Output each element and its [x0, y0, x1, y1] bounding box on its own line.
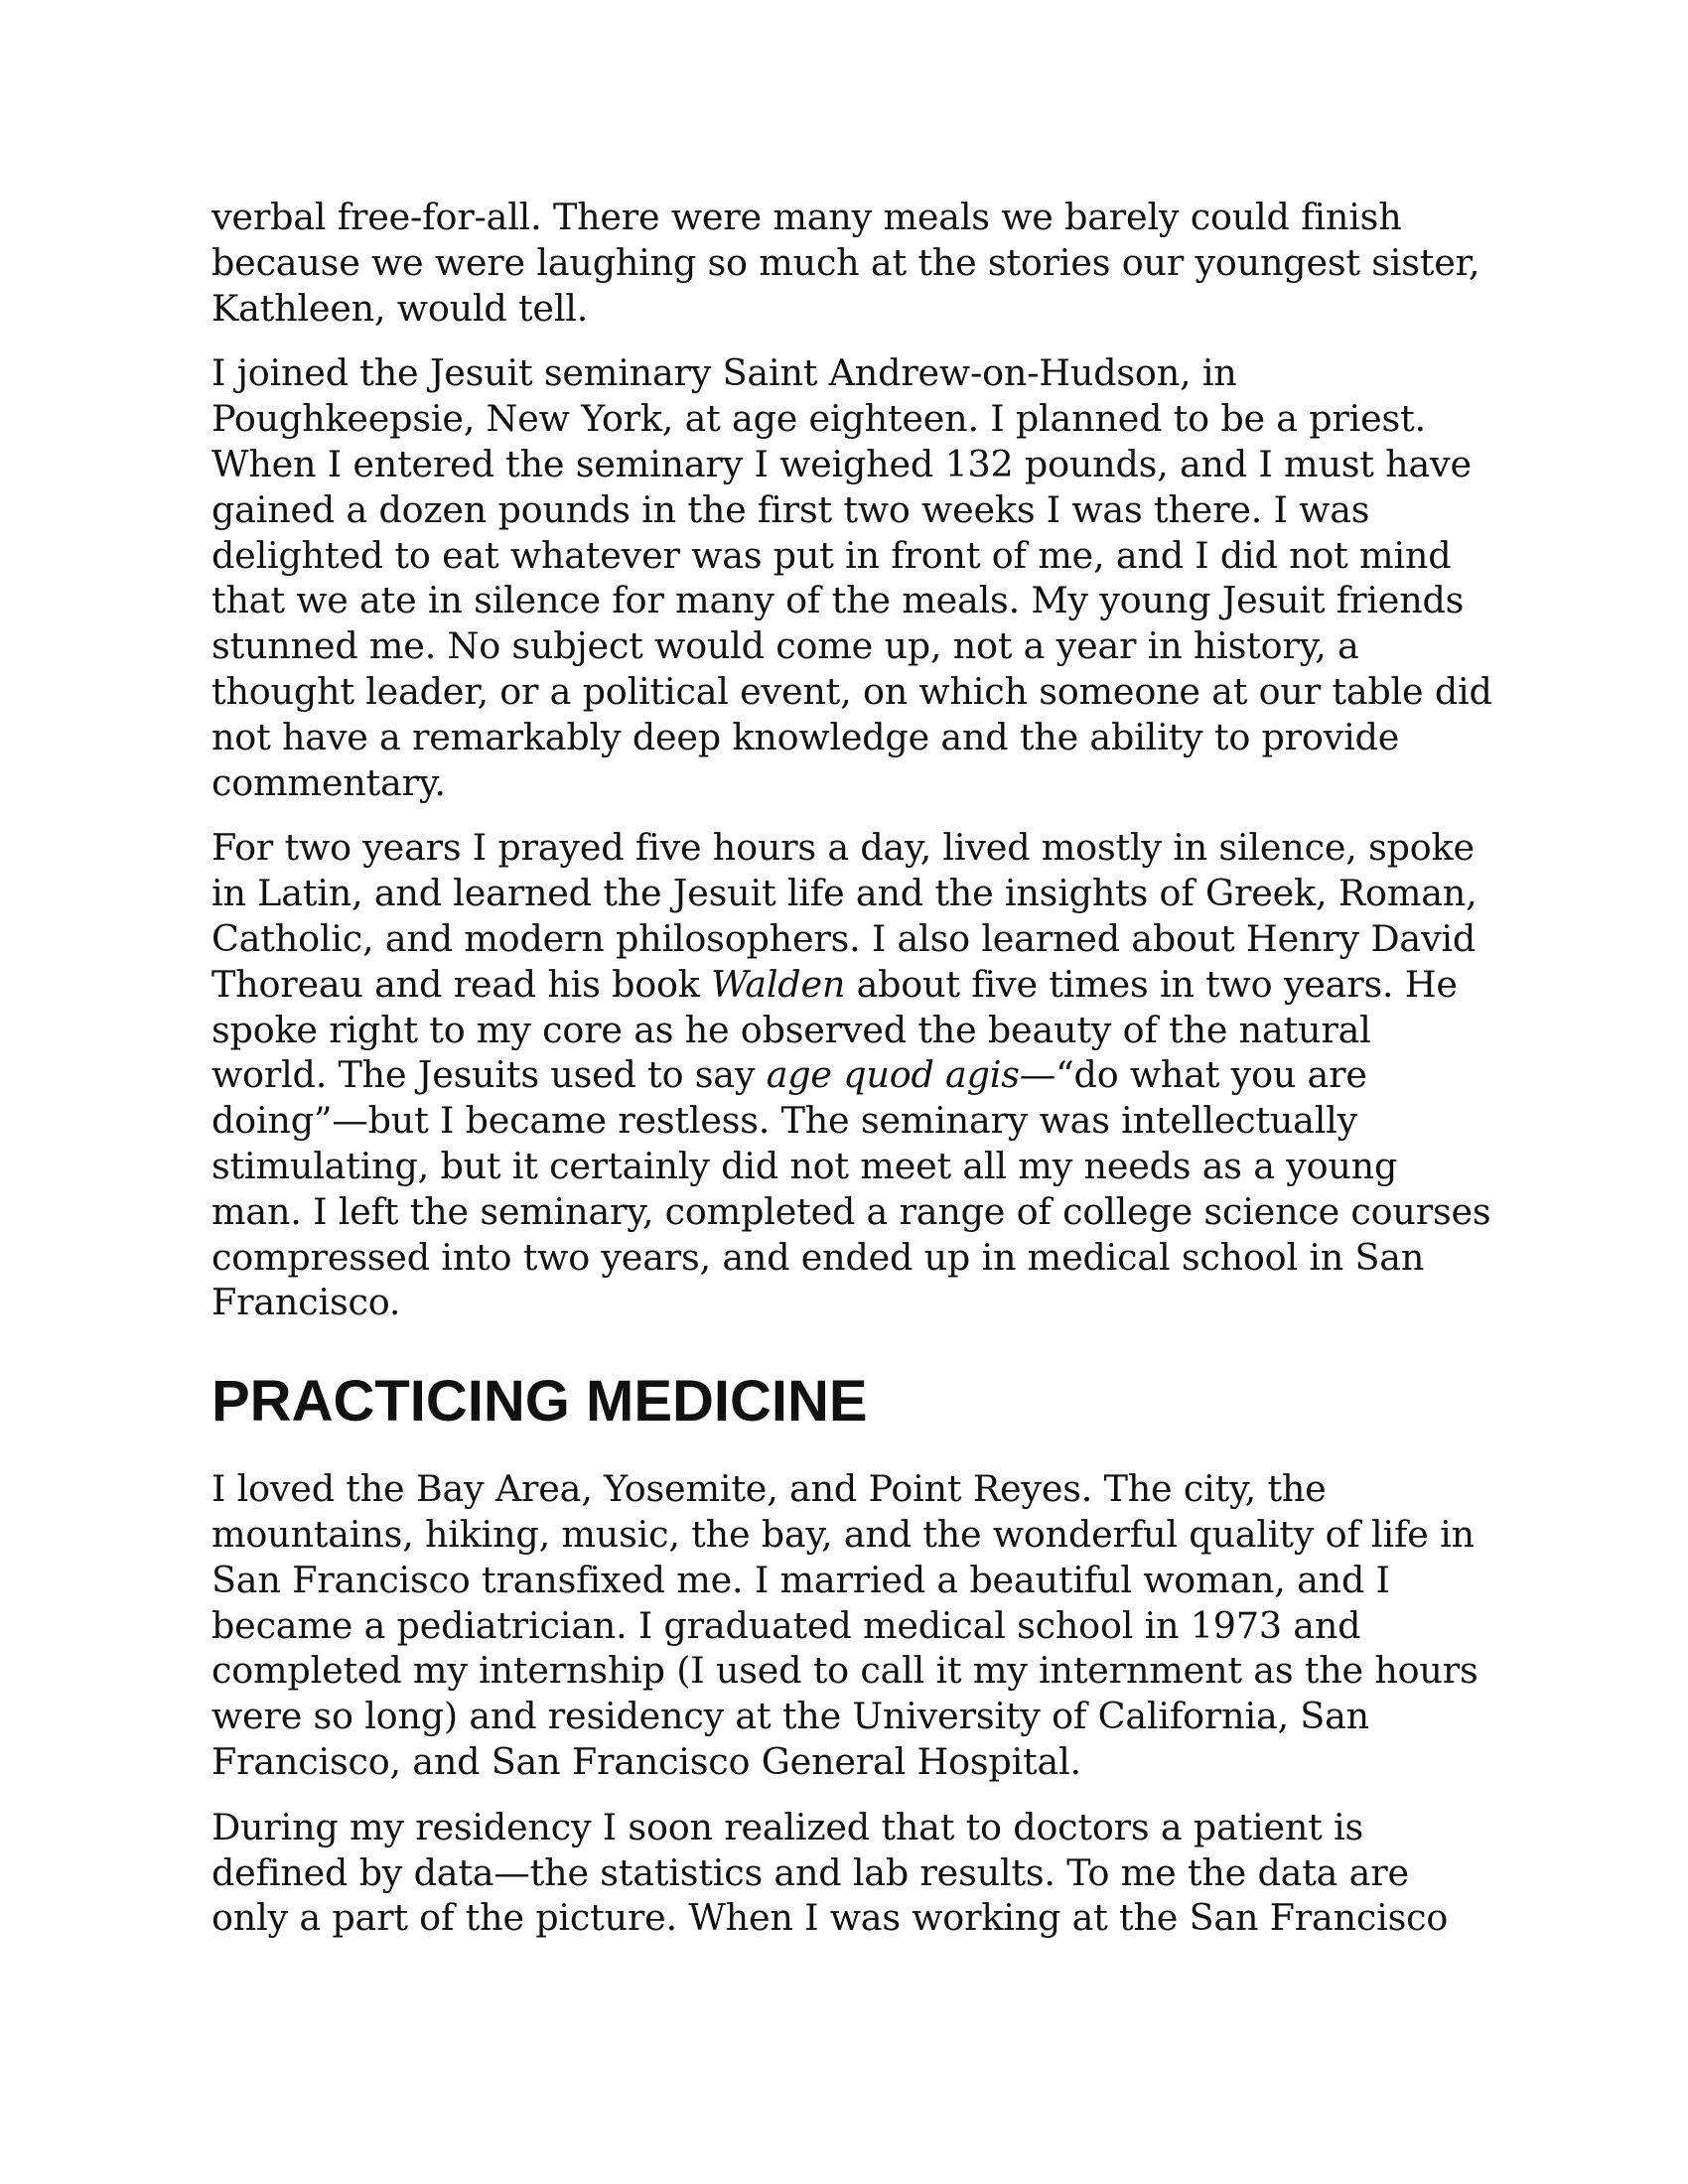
paragraph-family-meals: [211, 195, 1492, 331]
paragraph-jesuit-seminary: [211, 350, 1492, 805]
paragraph-text: For two years I prayed five hours a day, lived mostly in silence, spoke in Latin, and learned the Jesuit life and the insights of Greek, Roman, Catholic, and modern philosophers. I also learned about Henry David Thoreau and read his book: [211, 826, 1477, 1006]
paragraph-text: —“do what you are doing”—but I became restless. The seminary was intellectually stimulating, but it certainly did not meet all my needs as a young man. I left the seminary, completed a range of college science courses compressed into two years, and ended up in medical school in San Francisco.: [211, 1053, 1491, 1324]
paragraph-text: I joined the Jesuit seminary Saint Andrew-on-Hudson, in Poughkeepsie, New York, at age eighteen. I planned to be a priest. When I entered the seminary I weighed 132 pounds, and I must have gained a dozen pounds in the first two weeks I was there. I was delighted to eat whatever was put in front of me, and I did not mind that we ate in silence for many of the meals. My young Jesuit friends stunned me. No subject would come up, not a year in history, a thought leader, or a political event, on which someone at our table did not have a remarkably deep knowledge and the ability to provide commentary.: [211, 351, 1492, 804]
paragraph-residency: During my residency I soon realized that to doctors a patient is defined by data—the statistics and lab results. To me the data are only a part of the picture. When I was working at the San Francisco: [211, 1805, 1449, 1940]
latin-phrase: age quod agis: [766, 1053, 1020, 1097]
document-page: [211, 195, 1492, 1961]
section-heading: PRACTICING MEDICINE: [211, 1369, 868, 1434]
book-title-walden: Walden: [711, 962, 846, 1006]
paragraph-two-years: [211, 825, 1492, 1325]
paragraph-bay-area: I loved the Bay Area, Yosemite, and Point Reyes. The city, the mountains, hiking, music, the bay, and the wonderful quality of life in San Francisco transfixed me. I married a beautiful woman, and I became a pediatrician. I graduated medical school in 1973 and completed my internship (I used to call it my internment as the hours were so long) and residency at the University of California, San Francisco, and San Francisco General Hospital.: [211, 1467, 1478, 1783]
paragraph-text: verbal free-for-all. There were many meals we barely could finish because we were laughing so much at the stories our youngest sister, Kathleen, would tell.: [211, 196, 1480, 330]
paragraph-text: about five times in two years. He spoke right to my core as he observed the beauty of the natural world. The Jesuits used to say: [211, 962, 1458, 1097]
